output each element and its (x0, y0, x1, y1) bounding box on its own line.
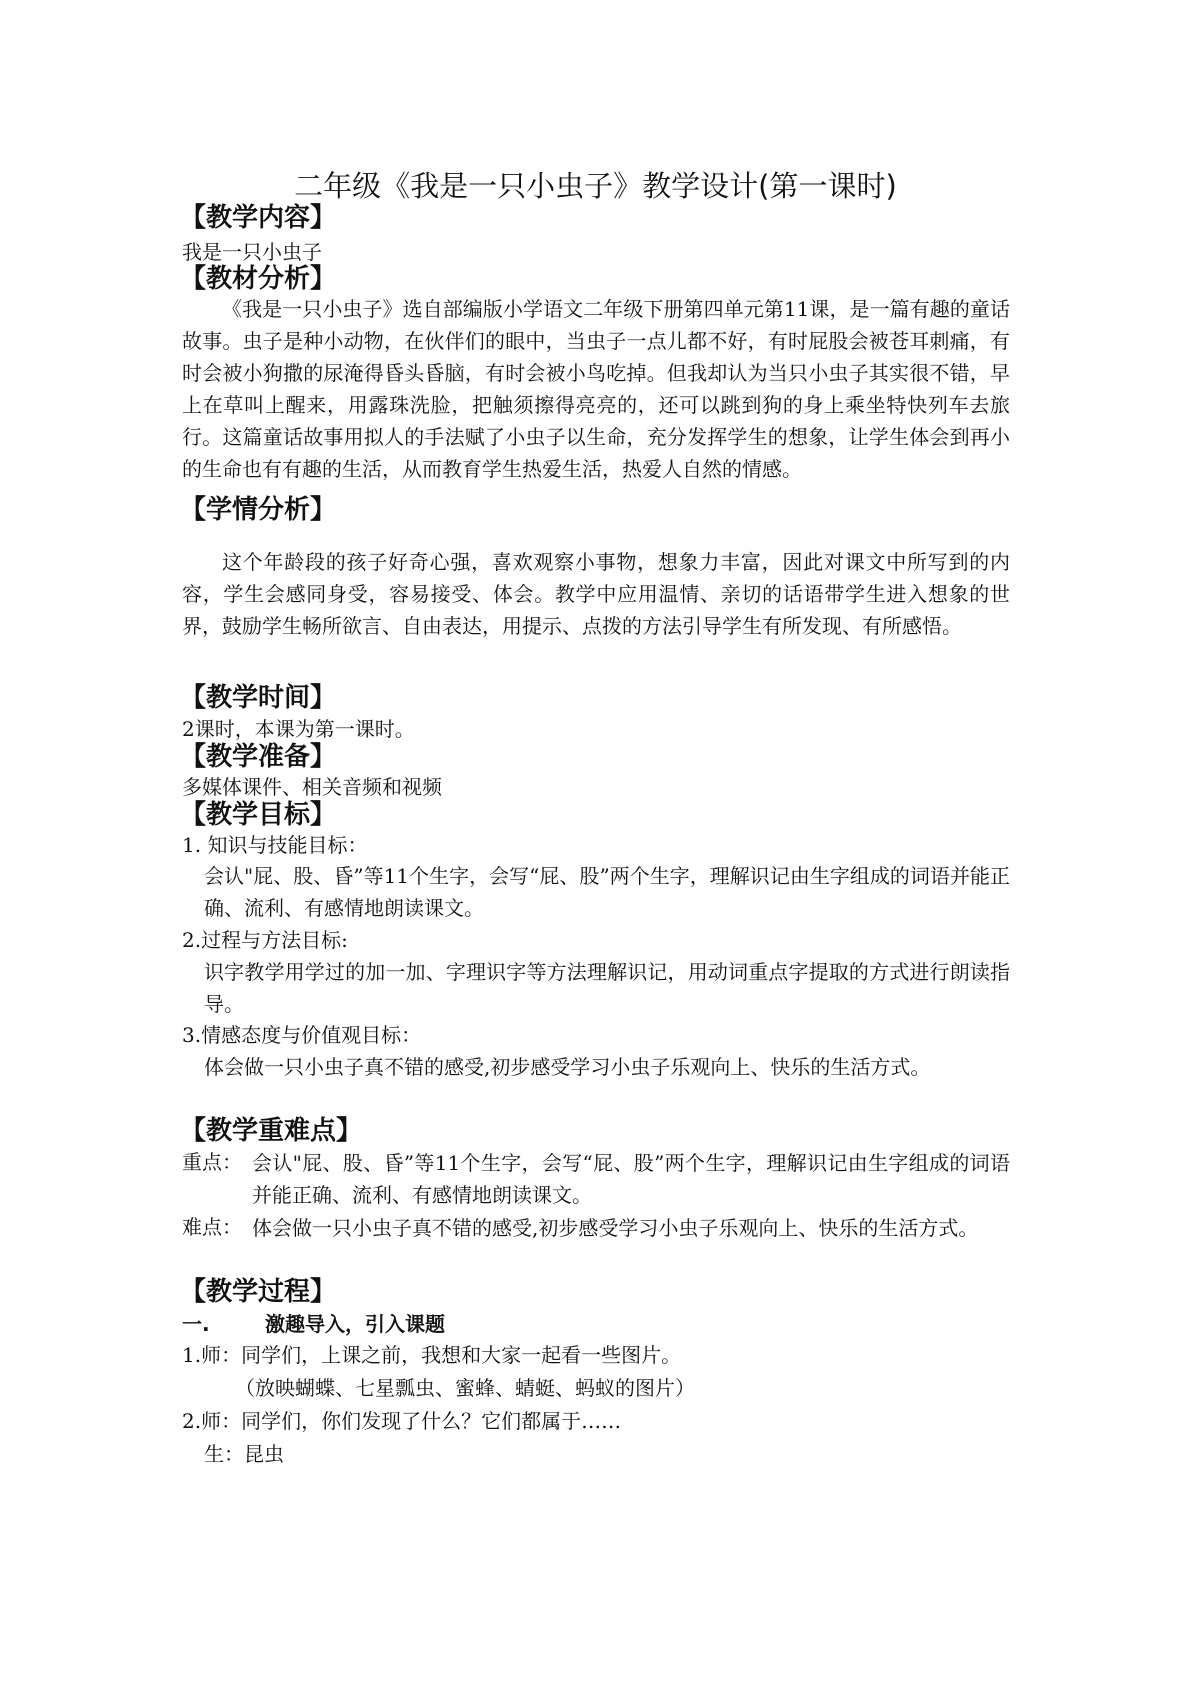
goal-2-label: 2.过程与方法目标: (182, 928, 348, 952)
step-number: 一. (182, 1312, 210, 1336)
teaching-content-text: 我是一只小虫子 (182, 240, 322, 264)
key-point-label: 重点： (182, 1150, 242, 1174)
key-point-text: 会认"屁、股、昏”等11个生字，会写“屁、股”两个生字，理解识记由生字组成的词语并能正确、流利、有感情地朗读课文。 (252, 1151, 1010, 1207)
document-title: 二年级《我是一只小虫子》教学设计(第一课时) (294, 169, 897, 203)
student-analysis-paragraph: 这个年龄段的孩子好奇心强，喜欢观察小事物，想象力丰富，因此对课文中所写到的内容，学生会感同身受，容易接受、体会。教学中应用温情、亲切的话语带学生进入想象的世界，鼓励学生畅所欲言、自由表达，用提示、点拨的方法引导学生有所发现、有所感悟。 (182, 550, 1010, 638)
goal-2-text: 识字教学用学过的加一加、字理识字等方法理解识记，用动词重点字提取的方式进行朗读指导。 (204, 960, 1010, 1016)
heading-teaching-process: 【教学过程】 (180, 1277, 337, 1307)
process-line-2: 2.师：同学们，你们发现了什么？它们都属于…… (182, 1409, 622, 1433)
heading-teaching-content: 【教学内容】 (180, 203, 337, 233)
goal-3-label: 3.情感态度与价值观目标： (182, 1023, 422, 1047)
step-title: 激趣导入，引入课题 (265, 1312, 445, 1336)
process-line-1-note: （放映蝴蝶、七星瓢虫、蜜蜂、蜻蜓、蚂蚁的图片） (235, 1376, 695, 1400)
heading-teaching-time: 【教学时间】 (180, 683, 337, 713)
goal-1-text: 会认"屁、股、昏”等11个生字，会写“屁、股”两个生字，理解识记由生字组成的词语并能正确、流利、有感情地朗读课文。 (204, 864, 1010, 920)
heading-teaching-goals: 【教学目标】 (180, 800, 337, 830)
teaching-time-text: 2课时，本课为第一课时。 (182, 717, 415, 741)
process-line-2-answer: 生：昆虫 (204, 1442, 284, 1466)
difficult-point-label: 难点： (182, 1215, 242, 1239)
heading-textbook-analysis: 【教材分析】 (180, 264, 337, 294)
goal-1-label: 1. 知识与技能目标： (182, 833, 368, 857)
teaching-prep-text: 多媒体课件、相关音频和视频 (182, 775, 442, 799)
difficult-point-text: 体会做一只小虫子真不错的感受,初步感受学习小虫子乐观向上、快乐的生活方式。 (252, 1216, 979, 1240)
heading-key-difficult-points: 【教学重难点】 (180, 1116, 363, 1146)
process-line-1: 1.师：同学们，上课之前，我想和大家一起看一些图片。 (182, 1343, 682, 1367)
textbook-analysis-paragraph: 《我是一只小虫子》选自部编版小学语文二年级下册第四单元第11课，是一篇有趣的童话故事。虫子是种小动物，在伙伴们的眼中，当虫子一点儿都不好，有时屁股会被苍耳刺痛，有时会被小狗撒的尿淹得昏头昏脑，有时会被小鸟吃掉。但我却认为当只小虫子其实很不错，早上在草叫上醒来，用露珠洗脸，把触须擦得亮亮的，还可以跳到狗的身上乘坐特快列车去旅行。这篇童话故事用拟人的手法赋了小虫子以生命，充分发挥学生的想象，让学生体会到再小的生命也有有趣的生活，从而教育学生热爱生活，热爱人自然的情感。 (182, 297, 1010, 481)
heading-teaching-prep: 【教学准备】 (180, 742, 337, 772)
goal-3-text: 体会做一只小虫子真不错的感受,初步感受学习小虫子乐观向上、快乐的生活方式。 (204, 1055, 931, 1079)
heading-student-analysis: 【学情分析】 (180, 495, 337, 525)
